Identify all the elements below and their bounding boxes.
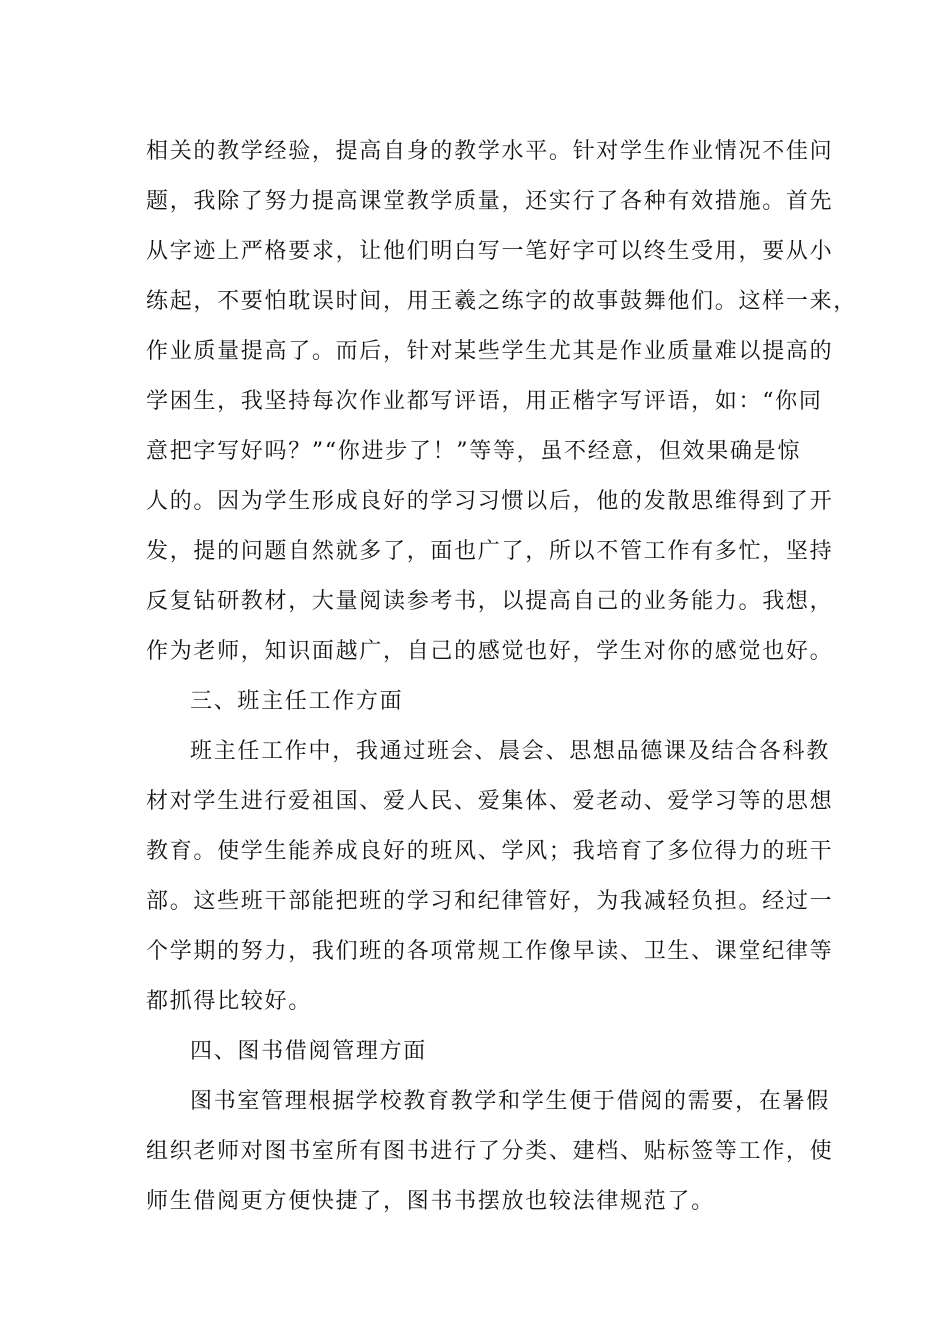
body-text-line: 图书室管理根据学校教育教学和学生便于借阅的需要，在暑假 — [190, 1089, 830, 1114]
body-text-line: 人的。因为学生形成良好的学习习惯以后，他的发散思维得到了开 — [146, 489, 834, 514]
body-text-line: 组织老师对图书室所有图书进行了分类、建档、贴标签等工作，使 — [146, 1139, 834, 1164]
body-text-line: 练起，不要怕耽误时间，用王羲之练字的故事鼓舞他们。这样一来， — [146, 289, 858, 314]
body-text-line: 学困生，我坚持每次作业都写评语，用正楷字写评语，如：“你同 — [146, 389, 823, 414]
body-text-line: 从字迹上严格要求，让他们明白写一笔好字可以终生受用，要从小 — [146, 239, 834, 264]
body-text-line: 作为老师，知识面越广，自己的感觉也好，学生对你的感觉也好。 — [146, 639, 834, 664]
body-text-line: 意把字写好吗？”“你进步了！”等等，虽不经意，但效果确是惊 — [146, 439, 802, 464]
section-heading: 三、班主任工作方面 — [190, 689, 404, 714]
body-text-line: 师生借阅更方便快捷了，图书书摆放也较法律规范了。 — [146, 1189, 715, 1214]
body-text-line: 题，我除了努力提高课堂教学质量，还实行了各种有效措施。首先 — [146, 189, 834, 214]
body-text-line: 都抓得比较好。 — [146, 989, 312, 1014]
body-text-line: 相关的教学经验，提高自身的教学水平。针对学生作业情况不佳问 — [146, 139, 834, 164]
body-text-line: 部。这些班干部能把班的学习和纪律管好，为我减轻负担。经过一 — [146, 889, 834, 914]
body-text-line: 发，提的问题自然就多了，面也广了，所以不管工作有多忙，坚持 — [146, 539, 834, 564]
body-text-line: 作业质量提高了。而后，针对某些学生尤其是作业质量难以提高的 — [146, 339, 834, 364]
body-text-line: 反复钻研教材，大量阅读参考书，以提高自己的业务能力。我想， — [146, 589, 834, 614]
body-text-line: 班主任工作中，我通过班会、晨会、思想品德课及结合各科教 — [190, 739, 830, 764]
body-text-line: 材对学生进行爱祖国、爱人民、爱集体、爱老动、爱学习等的思想 — [146, 789, 834, 814]
body-text-line: 个学期的努力，我们班的各项常规工作像早读、卫生、课堂纪律等 — [146, 939, 834, 964]
body-text-line: 教育。使学生能养成良好的班风、学风；我培育了多位得力的班干 — [146, 839, 834, 864]
section-heading: 四、图书借阅管理方面 — [190, 1039, 428, 1064]
